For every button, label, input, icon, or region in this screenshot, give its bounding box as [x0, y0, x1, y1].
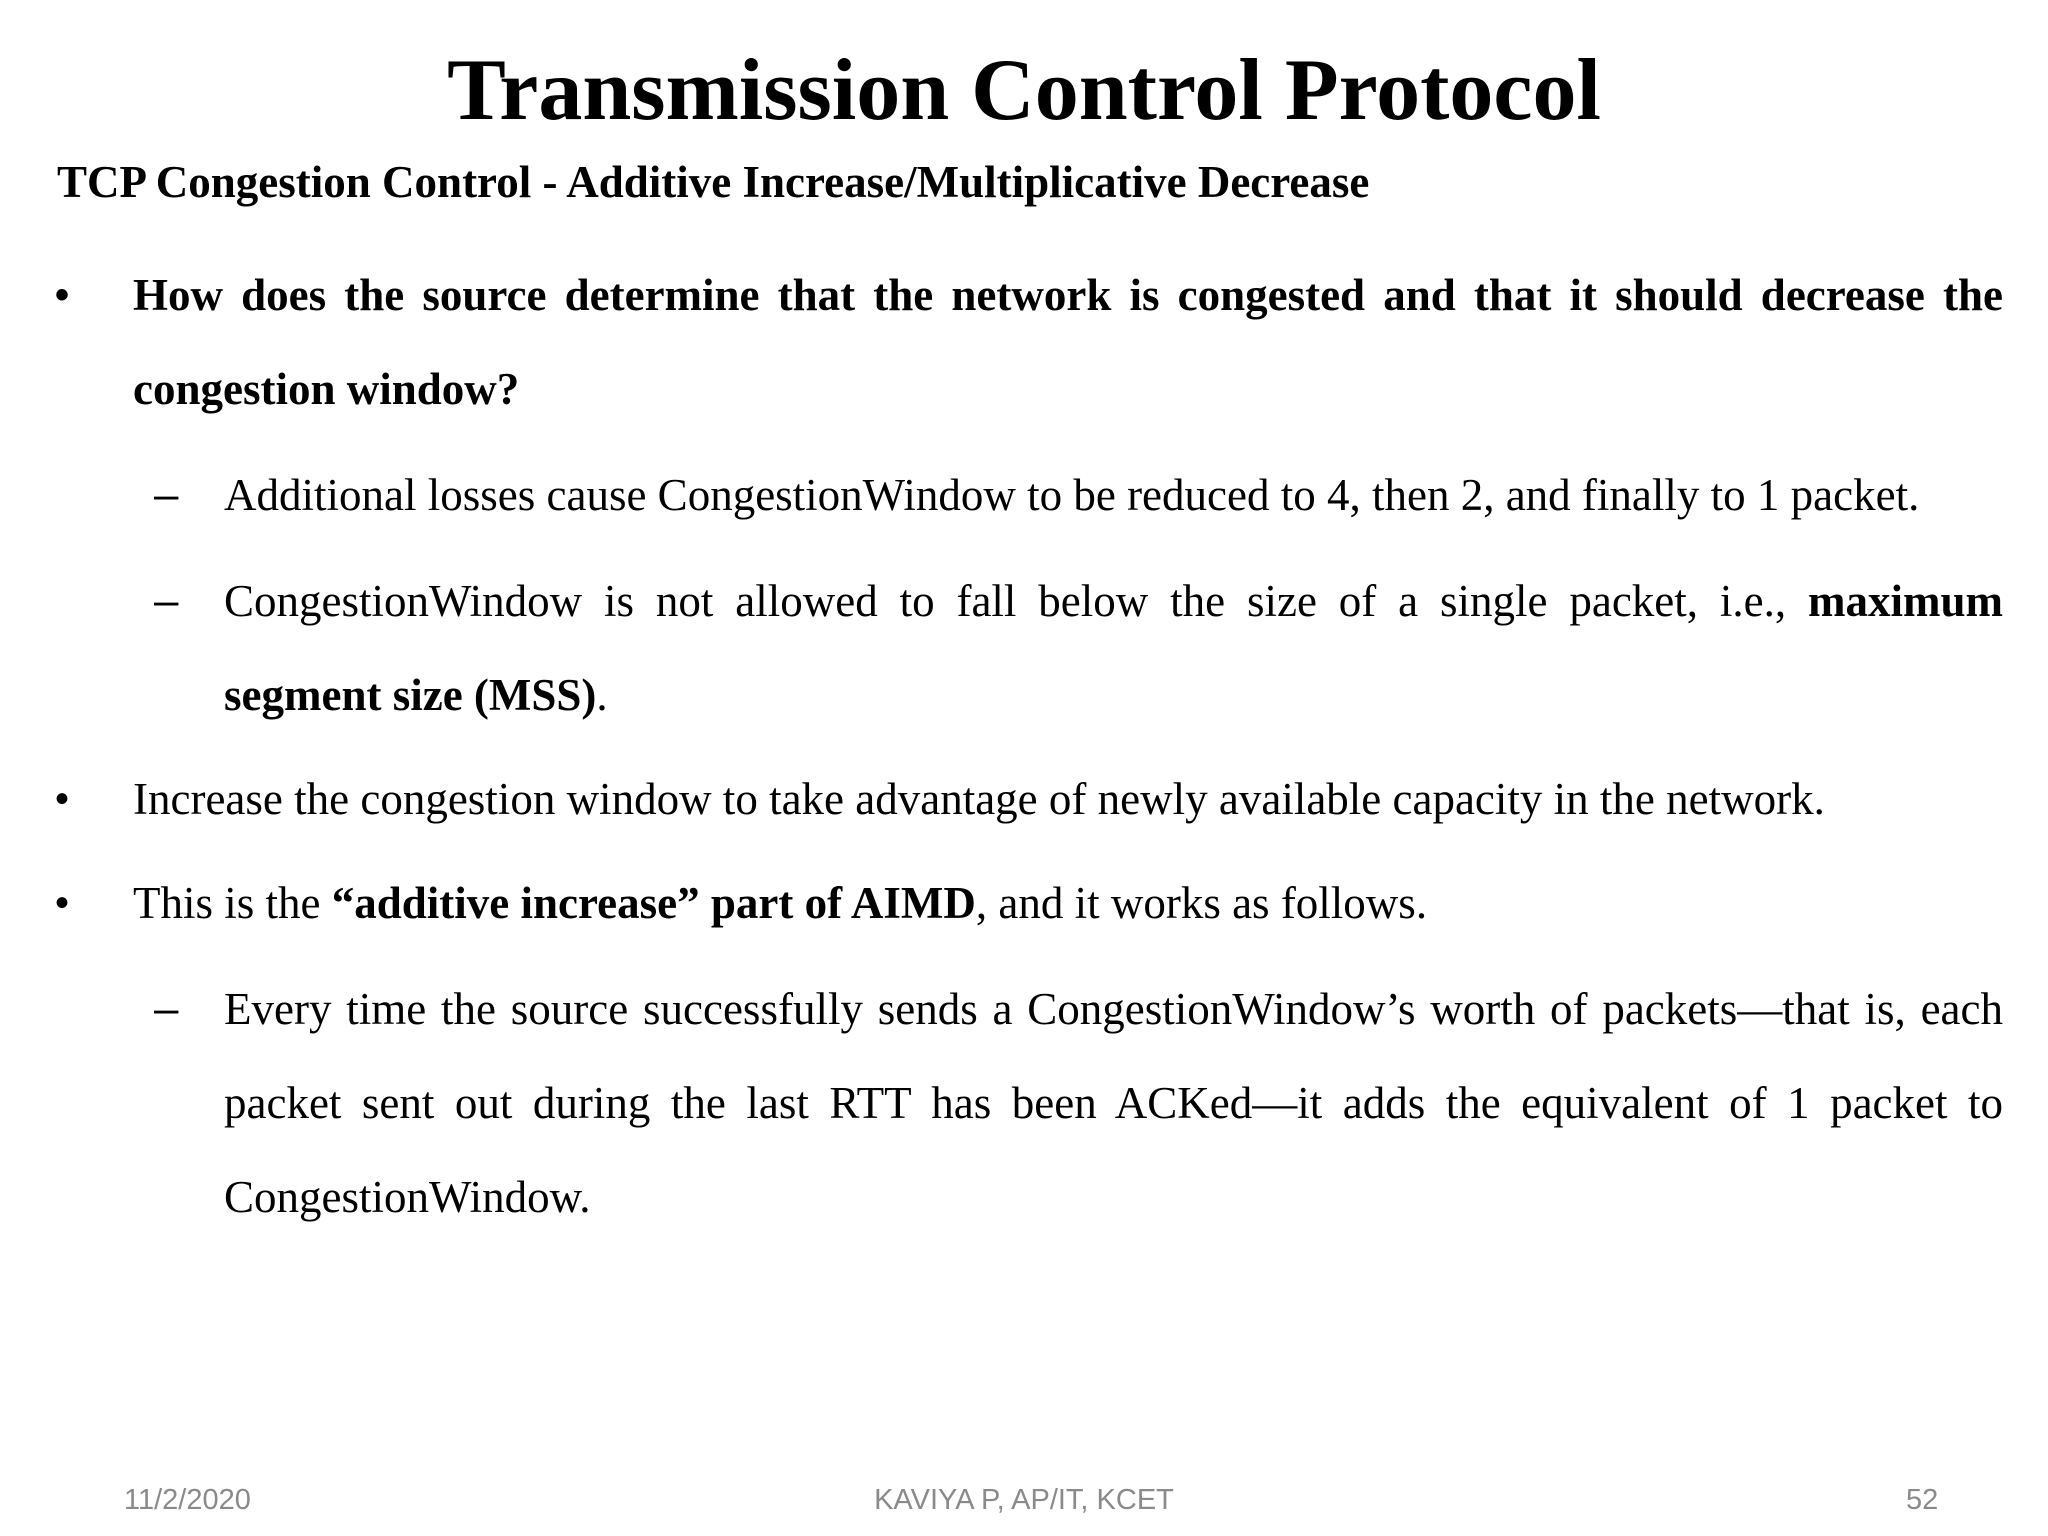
- sub-bullet-text: CongestionWindow is not allowed to fall below the size of a single packet, i.e.,: [224, 576, 1808, 626]
- sub-bullet-text: Additional losses cause CongestionWindow to be reduced to 4, then 2, and finally to 1 packet.: [224, 470, 1920, 520]
- bullet-marker: •: [55, 881, 70, 925]
- footer-author: KAVIYA P, AP/IT, KCET: [874, 1484, 1174, 1516]
- bullet-text: How does the source determine that the network is congested and that it should decrease the congestion window?: [133, 270, 2003, 414]
- bullet-marker: •: [55, 777, 70, 821]
- bullet-text: Increase the congestion window to take advantage of newly available capacity in the network.: [133, 774, 1825, 824]
- bullet-congestion-question: [55, 248, 2003, 436]
- bullet-bold-term: “additive increase” part of AIMD: [331, 878, 976, 928]
- slide-title: Transmission Control Protocol: [447, 42, 1601, 139]
- slide-content: [0, 248, 2048, 1244]
- sub-bullet-text: Every time the source successfully sends a CongestionWindow’s worth of packets—that is, each packet sent out during the last RTT has been ACKed—it adds the equivalent of 1 packet to CongestionWindow.: [224, 984, 2003, 1222]
- bullet-text-end: , and it works as follows.: [975, 878, 1428, 928]
- bullet-increase-window: [55, 752, 2003, 846]
- bullet-additive-increase: [55, 856, 2003, 950]
- sub-bullet-marker: –: [154, 576, 179, 625]
- sub-bullet-additional-losses: [154, 448, 2003, 542]
- sub-bullet-marker: –: [154, 470, 179, 519]
- sub-bullet-bold-term: maximum segment size (MSS): [224, 576, 2003, 720]
- footer-page-number: 52: [1906, 1484, 1939, 1516]
- footer-date: 11/2/2020: [124, 1484, 251, 1516]
- sub-bullet-mss: [154, 554, 2003, 742]
- sub-bullet-text-end: .: [596, 670, 608, 720]
- sub-bullet-marker: –: [154, 984, 179, 1033]
- bullet-text: This is the: [133, 878, 332, 928]
- sub-bullet-every-rtt: [154, 962, 2003, 1244]
- bullet-marker: •: [55, 273, 70, 317]
- slide-subtitle: TCP Congestion Control - Additive Increase/Multiplicative Decrease: [57, 157, 1370, 207]
